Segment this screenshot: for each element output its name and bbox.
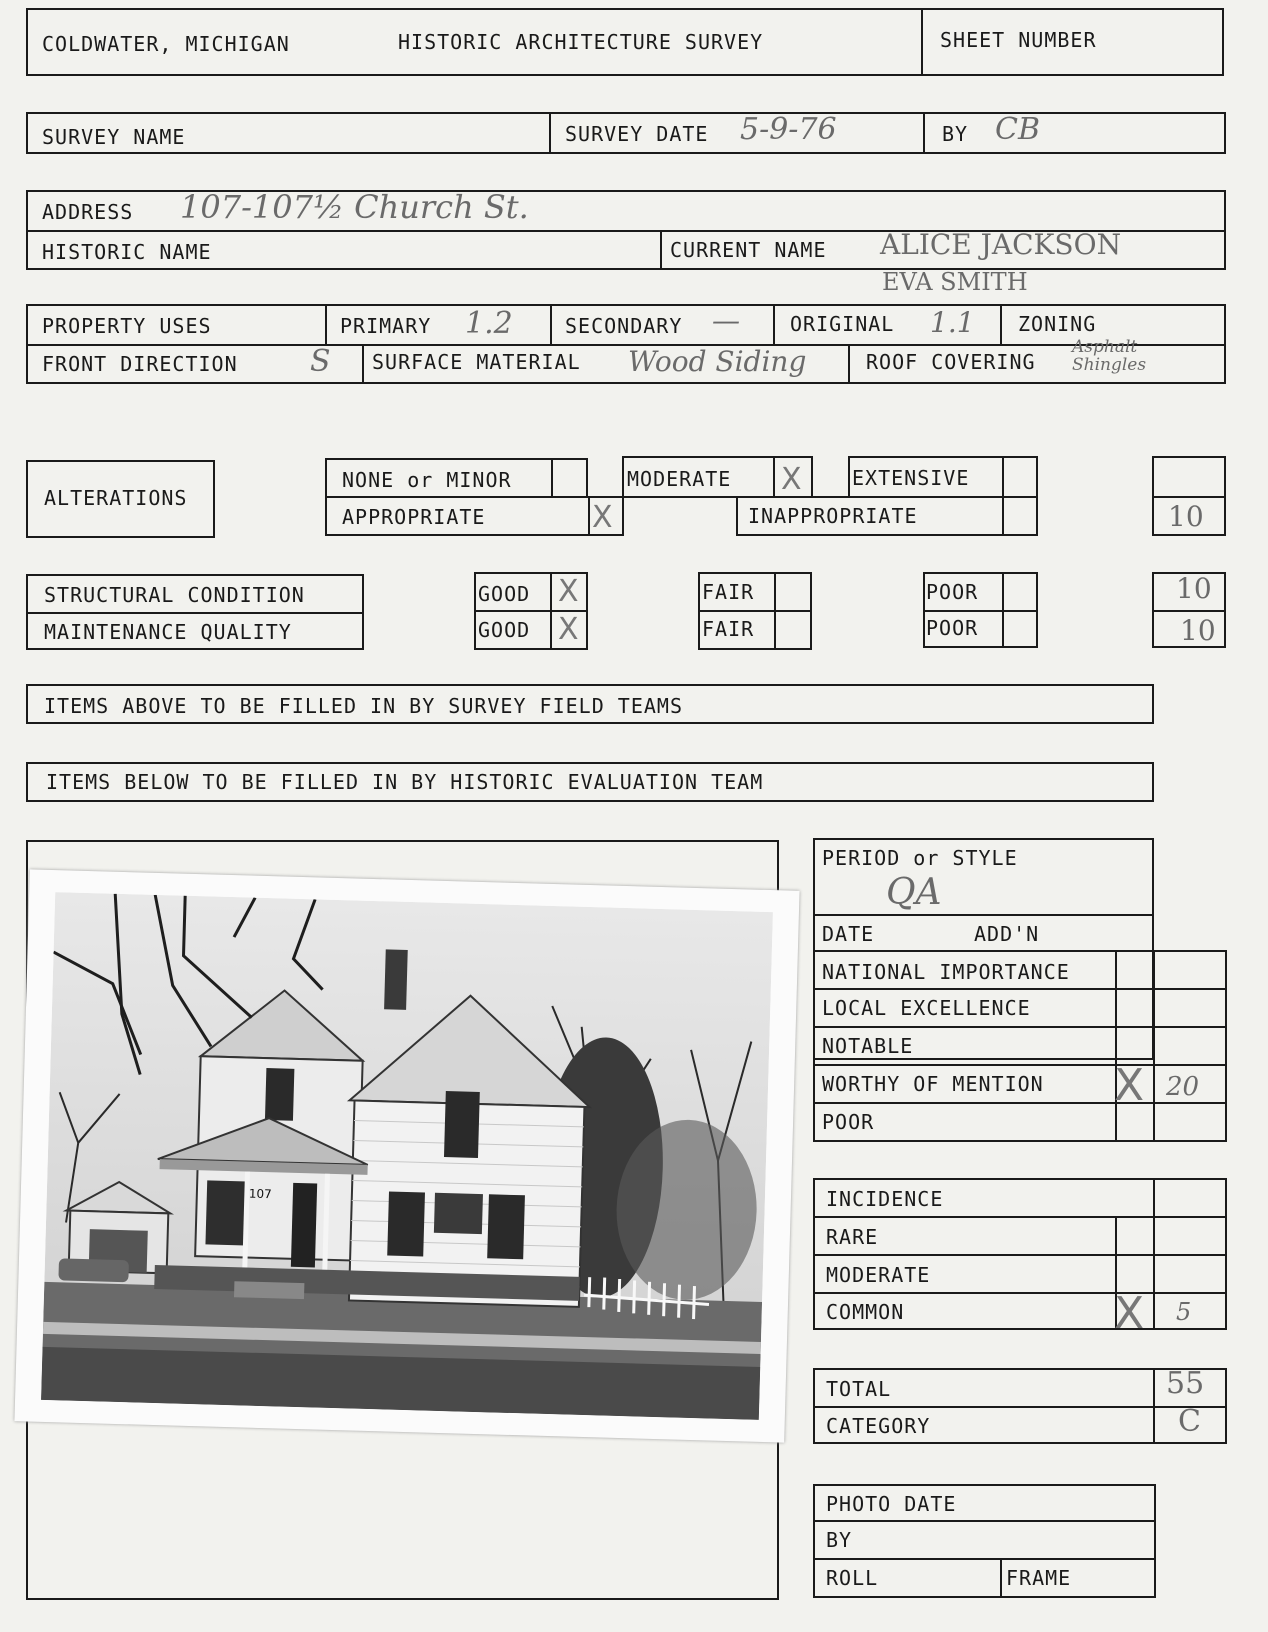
survey-name-label: SURVEY NAME xyxy=(42,125,186,149)
house-number: 107 xyxy=(248,1186,272,1202)
header-divider xyxy=(921,8,923,76)
form-title: HISTORIC ARCHITECTURE SURVEY xyxy=(398,30,764,54)
common-label: COMMON xyxy=(826,1300,905,1324)
structural-good-label: GOOD xyxy=(478,582,531,606)
inappropriate-check-div xyxy=(1002,496,1004,536)
national-importance-label: NATIONAL IMPORTANCE xyxy=(822,960,1070,984)
primary-label: PRIMARY xyxy=(340,314,432,338)
primary-value: 1.2 xyxy=(465,306,513,341)
total-label: TOTAL xyxy=(826,1377,892,1401)
current-name-line2: EVA SMITH xyxy=(882,268,1028,296)
moderate-mark: X xyxy=(781,462,802,497)
none-minor-label: NONE or MINOR xyxy=(342,468,512,492)
city-label: COLDWATER, MICHIGAN xyxy=(42,32,290,56)
category-value: C xyxy=(1178,1404,1201,1439)
historic-name-label: HISTORIC NAME xyxy=(42,240,212,264)
survey-date-label: SURVEY DATE xyxy=(565,122,709,146)
incidence-label: INCIDENCE xyxy=(826,1187,944,1211)
photo-date-label: PHOTO DATE xyxy=(826,1492,957,1516)
appropriate-mark: X xyxy=(592,500,613,535)
importance-row-2 xyxy=(813,1026,1227,1028)
current-name-label: CURRENT NAME xyxy=(670,238,827,262)
house-photo-card xyxy=(14,869,799,1442)
roof-covering-label: ROOF COVERING xyxy=(866,350,1036,374)
importance-divider-2 xyxy=(1153,950,1155,1142)
extensive-label: EXTENSIVE xyxy=(852,466,970,490)
property-div-5 xyxy=(362,344,364,384)
address-label: ADDRESS xyxy=(42,200,134,224)
structural-score: 10 xyxy=(1176,572,1212,605)
structural-poor-label: POOR xyxy=(926,580,979,604)
alterations-score-divider xyxy=(1152,496,1226,498)
roof-covering-value: Asphalt Shingles xyxy=(1072,337,1147,375)
survey-divider-2 xyxy=(923,112,925,154)
current-name-line1: ALICE JACKSON xyxy=(880,228,1122,261)
roll-label: ROLL xyxy=(826,1566,879,1590)
roll-frame-divider xyxy=(1000,1558,1002,1598)
period-divider xyxy=(813,914,1154,916)
fair-divider xyxy=(698,610,812,612)
local-excellence-label: LOCAL EXCELLENCE xyxy=(822,996,1031,1020)
maintenance-good-mark: X xyxy=(558,612,579,647)
structural-fair-label: FAIR xyxy=(702,580,755,604)
survey-by-label: BY xyxy=(942,122,969,146)
none-minor-check-div xyxy=(551,458,553,498)
maintenance-poor-label: POOR xyxy=(926,616,979,640)
moderate-label: MODERATE xyxy=(627,467,732,491)
photo-info-row-2 xyxy=(813,1558,1156,1560)
good-check-div xyxy=(550,572,552,650)
secondary-value: — xyxy=(712,304,740,337)
worthy-score: 20 xyxy=(1166,1072,1200,1102)
survey-date-value: 5-9-76 xyxy=(740,112,837,147)
moderate-incidence-label: MODERATE xyxy=(826,1263,931,1287)
maintenance-good-label: GOOD xyxy=(478,618,531,642)
frame-label: FRAME xyxy=(1006,1566,1072,1590)
fair-check-div xyxy=(774,572,776,650)
zoning-label: ZONING xyxy=(1018,312,1097,336)
secondary-label: SECONDARY xyxy=(565,314,683,338)
surface-material-label: SURFACE MATERIAL xyxy=(372,350,581,374)
poor-label: POOR xyxy=(822,1110,875,1134)
sheet-number-label: SHEET NUMBER xyxy=(940,28,1097,52)
worthy-of-mention-label: WORTHY OF MENTION xyxy=(822,1072,1044,1096)
note-above: ITEMS ABOVE TO BE FILLED IN BY SURVEY FIELD TEAMS xyxy=(44,694,684,718)
original-label: ORIGINAL xyxy=(790,312,895,336)
importance-row-3 xyxy=(813,1064,1227,1066)
inappropriate-label: INAPPROPRIATE xyxy=(748,504,918,528)
property-div-1 xyxy=(325,304,327,344)
front-direction-label: FRONT DIRECTION xyxy=(42,352,238,376)
photo-info-row-1 xyxy=(813,1520,1156,1522)
period-value: QA xyxy=(886,872,942,913)
date-label: DATE xyxy=(822,922,875,946)
poor-divider xyxy=(923,610,1038,612)
total-value: 55 xyxy=(1166,1366,1205,1401)
property-div-3 xyxy=(773,304,775,344)
importance-divider-1 xyxy=(1115,950,1117,1142)
notable-label: NOTABLE xyxy=(822,1034,914,1058)
totals-vdivider xyxy=(1153,1368,1155,1444)
property-div-2 xyxy=(550,304,552,344)
appropriate-label: APPROPRIATE xyxy=(342,505,486,529)
property-div-4 xyxy=(1000,304,1002,344)
importance-row-1 xyxy=(813,988,1227,990)
appropriate-check-div xyxy=(588,496,590,536)
importance-row-4 xyxy=(813,1102,1227,1104)
incidence-row-1 xyxy=(813,1216,1227,1218)
front-direction-value: S xyxy=(310,344,331,379)
survey-by-value: CB xyxy=(995,112,1040,147)
maintenance-fair-label: FAIR xyxy=(702,617,755,641)
category-label: CATEGORY xyxy=(826,1414,931,1438)
totals-divider xyxy=(813,1406,1227,1408)
period-label: PERIOD or STYLE xyxy=(822,846,1018,870)
alterations-label: ALTERATIONS xyxy=(44,486,188,510)
survey-divider-1 xyxy=(549,112,551,154)
condition-score-divider xyxy=(1152,610,1226,612)
note-below: ITEMS BELOW TO BE FILLED IN BY HISTORIC EVALUATION TEAM xyxy=(46,770,764,794)
condition-divider xyxy=(26,612,364,614)
rare-label: RARE xyxy=(826,1225,879,1249)
worthy-mark: X xyxy=(1114,1060,1145,1111)
maintenance-score: 10 xyxy=(1180,614,1216,647)
incidence-divider-2 xyxy=(1153,1178,1155,1330)
extensive-check-div xyxy=(1002,456,1004,498)
common-score: 5 xyxy=(1176,1298,1192,1326)
moderate-check-div xyxy=(773,456,775,498)
surface-material-value: Wood Siding xyxy=(628,345,807,378)
incidence-row-3 xyxy=(813,1292,1227,1294)
address-value: 107-107½ Church St. xyxy=(180,188,529,226)
current-name-divider xyxy=(660,230,662,270)
maintenance-quality-label: MAINTENANCE QUALITY xyxy=(44,620,292,644)
poor-check-div xyxy=(1002,572,1004,648)
photo-by-label: BY xyxy=(826,1528,853,1552)
property-div-6 xyxy=(848,344,850,384)
alterations-score: 10 xyxy=(1168,500,1204,533)
house-photo xyxy=(41,892,773,1420)
addn-label: ADD'N xyxy=(974,922,1040,946)
original-value: 1.1 xyxy=(930,306,975,339)
common-mark: X xyxy=(1114,1288,1145,1339)
property-uses-label: PROPERTY USES xyxy=(42,314,212,338)
property-divider xyxy=(26,344,1226,346)
incidence-row-2 xyxy=(813,1254,1227,1256)
structural-condition-label: STRUCTURAL CONDITION xyxy=(44,583,305,607)
structural-good-mark: X xyxy=(558,574,579,609)
